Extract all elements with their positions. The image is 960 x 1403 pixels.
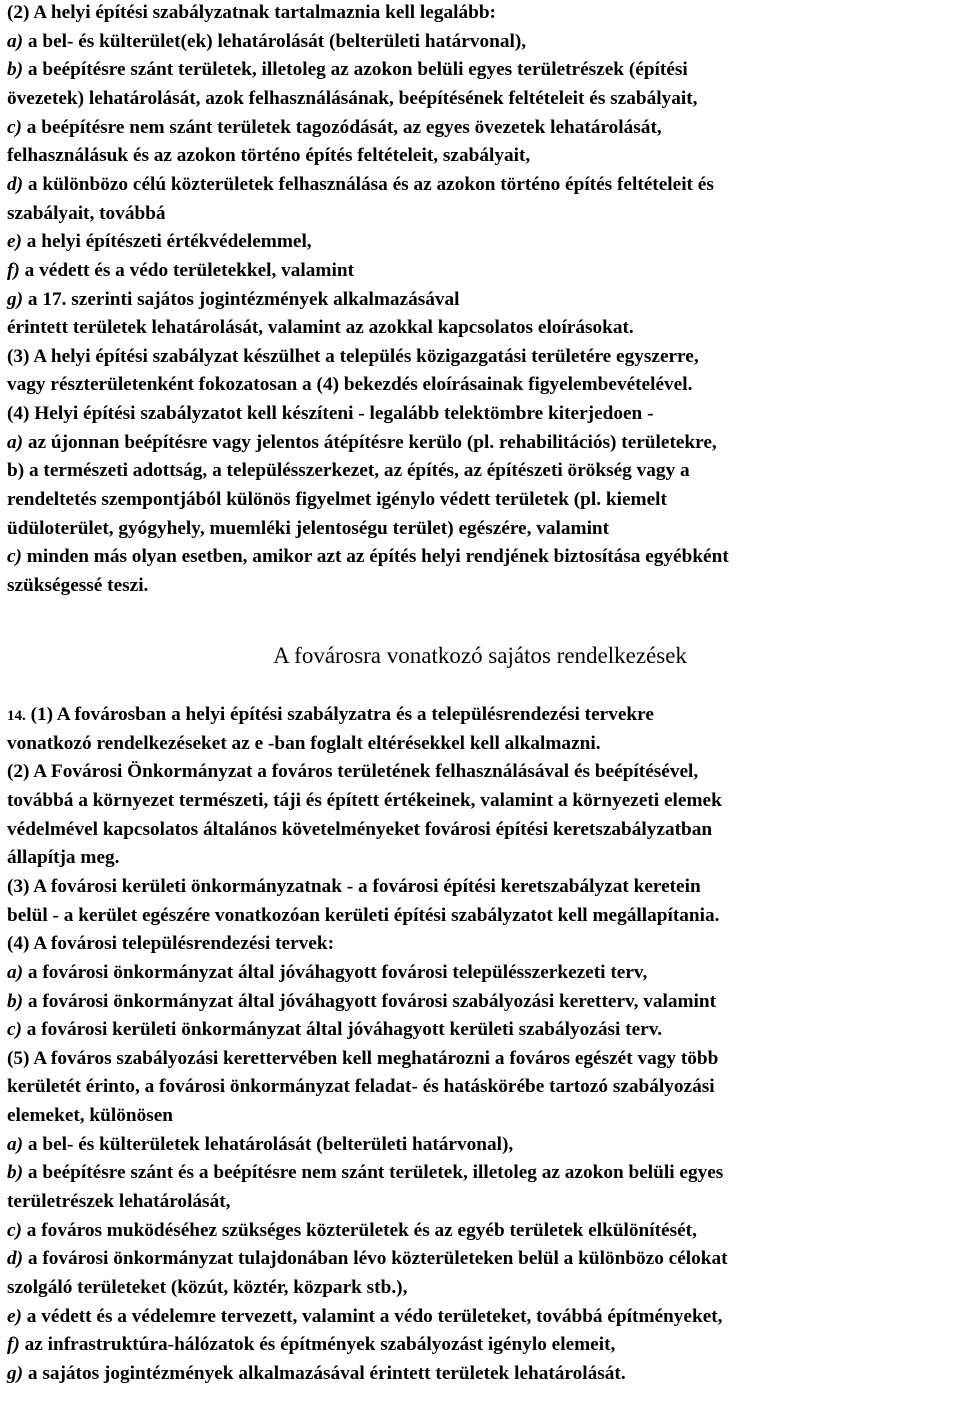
list-marker: c) <box>7 546 22 568</box>
line-text: a 17. szerinti sajátos jogintézmények alkalmazásával <box>23 288 460 310</box>
list-marker: d) <box>7 1248 24 1270</box>
list-marker: a) <box>7 30 24 52</box>
line-text: a védett és a védelemre tervezett, valamint a védo területeket, továbbá építményeket, <box>21 1305 723 1327</box>
line-text: (2) A helyi építési szabályzatnak tartalmaznia kell legalább: <box>7 2 496 23</box>
section-number: 14. <box>7 708 26 724</box>
line-text: a bel- és külterület(ek) lehatárolását (belterületi határvonal), <box>23 30 527 52</box>
line-text: vagy részterületenként fokozatosan a (4) bekezdés eloírásainak figyelembevételével. <box>7 374 693 396</box>
paragraph-line <box>7 1277 407 1299</box>
line-text: a különbözo célú közterületek felhasználása és az azokon történo építés feltételeit és <box>23 173 714 195</box>
paragraph-line <box>7 1220 697 1242</box>
paragraph-line <box>7 761 698 783</box>
line-text: rendeltetés szempontjából különös figyelmet igénylo védett területek (pl. kiemelt <box>7 489 667 511</box>
line-text: állapítja meg. <box>7 847 120 869</box>
paragraph-line <box>7 432 717 454</box>
paragraph-line <box>7 145 530 167</box>
paragraph-line <box>7 575 148 597</box>
list-marker: g) <box>7 1362 24 1384</box>
list-marker: c) <box>7 116 22 138</box>
paragraph-line <box>7 203 166 225</box>
list-marker: a) <box>7 431 24 453</box>
paragraph-line <box>7 518 609 540</box>
line-text: (3) A helyi építési szabályzat készülhet a település közigazgatási területére egyszerre, <box>7 345 699 367</box>
list-marker: b) <box>7 990 24 1012</box>
line-text: a fovárosi kerületi önkormányzat által jóváhagyott kerületi szabályozási terv. <box>21 1019 663 1041</box>
line-text: (1) A fovárosban a helyi építési szabályzatra és a településrendezési tervekre <box>25 704 654 725</box>
line-text: belül - a kerület egészére vonatkozóan kerületi építési szabályzatot kell megállapítania. <box>7 904 720 926</box>
section-heading: A fovárosra vonatkozó sajátos rendelkezések <box>273 643 687 668</box>
paragraph-line <box>7 1248 728 1270</box>
line-text: a bel- és külterületek lehatárolását (belterületi határvonal), <box>23 1133 514 1155</box>
paragraph-line <box>7 1191 230 1213</box>
paragraph-line <box>7 2 496 24</box>
paragraph-line <box>7 933 334 955</box>
line-text: az infrastruktúra-hálózatok és építmények szabályozást igénylo elemeit, <box>19 1334 616 1356</box>
list-marker: f) <box>7 259 20 281</box>
line-text: a fovárosi önkormányzat tulajdonában lévo közterületeken belül a különbözo célokat <box>23 1248 728 1270</box>
line-text: szolgáló területeket (közút, köztér, közpark stb.), <box>7 1277 408 1298</box>
line-text: vonatkozó rendelkezéseket az e -ban foglalt eltérésekkel kell alkalmazni. <box>7 732 601 754</box>
line-text: a védett és a védo területekkel, valamint <box>19 259 354 281</box>
paragraph-line <box>7 374 692 396</box>
line-text: (4) A fovárosi településrendezési tervek: <box>7 933 334 955</box>
paragraph-line <box>7 1306 723 1328</box>
paragraph-line <box>7 59 688 81</box>
paragraph-line <box>7 1076 715 1098</box>
list-marker: b) <box>7 1162 24 1184</box>
paragraph-line <box>7 289 460 311</box>
line-text: érintett területek lehatárolását, valamint az azokkal kapcsolatos eloírásokat. <box>7 317 634 339</box>
list-marker: g) <box>7 288 24 310</box>
line-text: a beépítésre szánt területek, illetoleg az azokon belüli egyes területrészek (építési <box>23 59 688 81</box>
paragraph-line <box>7 117 662 139</box>
line-text: az újonnan beépítésre vagy jelentos átépítésre kerülo (pl. rehabilitációs) területekre, <box>23 431 717 453</box>
line-text: a fováros muködéséhez szükséges közterületek és az egyéb területek elkülönítését, <box>21 1219 697 1241</box>
paragraph-line <box>7 847 119 869</box>
line-text: szükségessé teszi. <box>7 575 149 596</box>
paragraph-line <box>7 31 526 53</box>
line-text: szabályait, továbbá <box>7 202 166 224</box>
line-text: védelmével kapcsolatos általános követelményeket fovárosi építési keretszabályzatban <box>7 818 713 840</box>
paragraph-line <box>7 819 712 841</box>
paragraph-line <box>7 1363 626 1385</box>
line-text: üdüloterület, gyógyhely, muemléki jelentoségu terület) egészére, valamint <box>7 517 610 539</box>
line-text: övezetek) lehatárolását, azok felhasználásának, beépítésének feltételeit és szabályait, <box>7 87 698 109</box>
paragraph-line <box>7 88 697 110</box>
list-marker: b) <box>7 59 24 81</box>
paragraph-line <box>7 403 654 425</box>
line-text: a helyi építészeti értékvédelemmel, <box>21 231 312 253</box>
paragraph-line <box>7 1105 173 1127</box>
line-text: területrészek lehatárolását, <box>7 1191 231 1213</box>
line-text: a fovárosi önkormányzat által jóváhagyott fovárosi szabályozási keretterv, valamint <box>23 990 717 1012</box>
list-marker: c) <box>7 1019 22 1041</box>
line-text: a sajátos jogintézmények alkalmazásával érintett területek lehatárolását. <box>23 1362 626 1384</box>
paragraph-line <box>7 174 714 196</box>
paragraph-line <box>7 1134 513 1156</box>
line-text: kerületét érinto, a fovárosi önkormányzat feladat- és hatáskörébe tartozó szabályozási <box>7 1076 715 1098</box>
paragraph-line <box>7 489 667 511</box>
paragraph-line <box>7 704 654 727</box>
paragraph-line <box>7 346 699 368</box>
paragraph-line <box>7 790 722 812</box>
paragraph-line <box>7 231 312 253</box>
paragraph-line <box>7 1162 723 1184</box>
list-marker: d) <box>7 173 24 195</box>
paragraph-line <box>7 546 729 568</box>
list-marker: e) <box>7 231 22 253</box>
line-text: a beépítésre szánt és a beépítésre nem szánt területek, illetoleg az azokon belüli egyes <box>23 1162 724 1184</box>
paragraph-line <box>7 962 647 984</box>
paragraph-line <box>7 905 719 927</box>
paragraph-line <box>7 460 690 482</box>
line-text: elemeket, különösen <box>7 1105 174 1127</box>
list-marker: e) <box>7 1305 22 1327</box>
paragraph-line <box>7 1048 718 1070</box>
paragraph-line <box>7 991 716 1013</box>
list-marker: a) <box>7 1133 24 1155</box>
line-text: a beépítésre nem szánt területek tagozódását, az egyes övezetek lehatárolását, <box>21 116 662 138</box>
list-marker: c) <box>7 1219 22 1241</box>
line-text: (2) A Fovárosi Önkormányzat a fováros területének felhasználásával és beépítésével, <box>7 761 699 783</box>
line-text: minden más olyan esetben, amikor azt az építés helyi rendjének biztosítása egyébként <box>21 546 729 568</box>
line-text: b) a természeti adottság, a településszerkezet, az építés, az építészeti örökség vagy a <box>7 460 690 482</box>
line-text: (4) Helyi építési szabályzatot kell készíteni - legalább telektömbre kiterjedoen - <box>7 403 654 425</box>
list-marker: a) <box>7 961 24 983</box>
paragraph-line <box>7 260 354 282</box>
line-text: (3) A fovárosi kerületi önkormányzatnak - a fovárosi építési keretszabályzat keretein <box>7 875 701 897</box>
line-text: (5) A fováros szabályozási kerettervében kell meghatározni a fováros egészét vagy több <box>7 1047 719 1069</box>
line-text: felhasználásuk és az azokon történo építés feltételeit, szabályait, <box>7 145 531 167</box>
paragraph-line <box>7 733 601 755</box>
paragraph-line <box>7 1019 662 1041</box>
list-marker: f) <box>7 1334 20 1356</box>
paragraph-line <box>7 317 634 339</box>
paragraph-line <box>7 1334 615 1356</box>
line-text: a fovárosi önkormányzat által jóváhagyott fovárosi településszerkezeti terv, <box>23 961 648 983</box>
paragraph-line <box>7 876 701 898</box>
line-text: továbbá a környezet természeti, táji és épített értékeinek, valamint a környezeti elemek <box>7 789 722 811</box>
